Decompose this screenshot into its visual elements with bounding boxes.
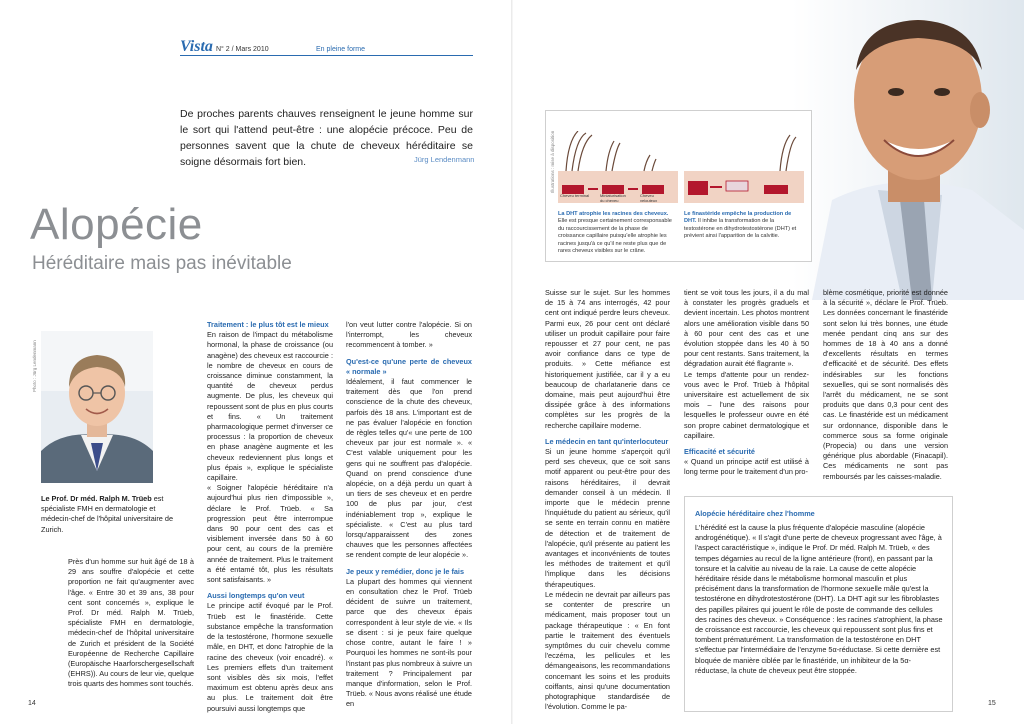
diagram-caption-2: [684, 211, 802, 241]
col3-para-1: l'on veut lutter contre l'alopécie. Si on l'interrompt, les cheveux recommencent à tomber. »: [346, 320, 472, 350]
col4-heading-1: Le médecin en tant qu'interlocuteur: [545, 436, 669, 446]
magazine-logo: Vista: [180, 38, 213, 55]
page-number-right: 15: [988, 700, 996, 707]
finasteride-illustration: [684, 131, 804, 203]
col1-text: Près d'un homme sur huit âgé de 18 à 29 ans souffre d'alopécie et cette proportion ne fait qu'augmenter avec l'âge. « Entre 30 et 39 ans, 38 pour cent sont concernés », explique le Prof. Dr méd. Ralph M. Trüeb, spécialiste FMH en dermatologie, médecin-chef de l'hôpital universitaire de Zurich et président de la Société Européenne de Recherche Capillaire (Europäische Haarforschergesellschaft (EHRS)). Au cours de leur vie, quelque trois quarts des hommes sont touchés.: [68, 557, 194, 689]
issue-label: N° 2 / Mars 2010: [216, 46, 269, 53]
portrait-caption-name: Le Prof. Dr méd. Ralph M. Trüeb: [41, 494, 152, 503]
col3-para-2: Idéalement, il faut commencer le traitement dès que l'on prend conscience de la chute des cheveux, parfois dès 18 ans. L'important est de ne pas évaluer l'alopécie en fonction de règles telles qu'« une perte de 100 cheveux par jour est normale ». « C'est valable uniquement pour les gens qui ne souffrent pas d'alopécie. Quand on prend conscience d'une alopécie, on a déjà perdu un quart à un tiers de ses cheveux et en perdre 100 de plus par jour, c'est indéniablement trop », explique le spécialiste. « C'est au plus tard lorsqu'apparaissent des zones chauves que les personnes affectées se rendent compte de leur alopécie ».: [346, 377, 472, 560]
column-5: [684, 288, 809, 478]
col2-para-2: « Soigner l'alopécie héréditaire n'a aujourd'hui plus rien d'impossible », déclare le Prof. Trüeb. « Sa progression peut être interrompue dans 90 pour cent des cas et visiblement inversée dans 50 à 60 pour cent, au cours de la première année de traitement. Plus le traitement a été entamé tôt, plus les résultats sont satisfaisants. »: [207, 483, 333, 585]
col5-heading-1: Efficacité et sécurité: [684, 447, 755, 457]
article-title: Alopécie: [30, 200, 203, 249]
diagram-label-2: Miniaturisation du cheveu: [600, 193, 626, 203]
column-3: [346, 320, 472, 710]
hero-photo: [792, 0, 1024, 300]
diagram-caption-1: [558, 211, 676, 255]
column-4: [545, 288, 670, 712]
column-1: [68, 557, 194, 690]
col5-para-1: tient se voit tous les jours, il a du mal à constater les progrès graduels et devient incertain. Les photos montrent alors une amélioration visible dans 50 à 60 pour cent des cas et une évolution stoppée dans les 40 à 50 pour cent restants. Sans traitement, la dégradation aurait été flagrante ».: [684, 288, 809, 369]
portrait-caption: [41, 494, 186, 535]
col2-para-1: En raison de l'impact du métabolisme hormonal, la phase de croissance (ou anagène) des cheveux est raccourcie : le nombre de cheveux en cours de croissance diminue constamment, la quantité de cheveux perdus augmente. De plus, les cheveux qui repoussent sont de plus en plus courts et fins. « Un traitement pharmacologique permet d'inverser ce processus : la proportion de cheveux en phase anagène augmente et les cheveux redeviennent plus longs et plus épais », explique le spécialiste capillaire.: [207, 330, 333, 483]
col4-para-2: Si un jeune homme s'aperçoit qu'il perd ses cheveux, que ce soit sans motif apparent ou peut-être pour des raisons héréditaires, il devrait demander conseil à un médecin. Il importe que le médecin prenne l'inquiétude du patient au sérieux, qu'il se sente en terrain connu en matière de détection et de traitement de l'alopécie, qu'il présente au patient les avantages et inconvénients de toutes les méthodes de traitement et qu'il l'implique dans les décisions thérapeutiques.: [545, 447, 670, 589]
diagram-caption-1-title: La DHT atrophie les racines des cheveux.: [558, 211, 669, 217]
column-6: [823, 288, 948, 482]
article-subtitle: Héréditaire mais pas inévitable: [32, 253, 292, 274]
diagram-label-1: Cheveu terminal: [560, 193, 590, 198]
hair-diagram: [545, 110, 812, 262]
portrait-credit: Photo : Jürg Lendenmann: [32, 340, 37, 392]
col5-para-2: Le temps d'attente pour un rendez-vous avec le Prof. Trüeb à l'hôpital universitaire est actuellement de six mois – l'une des raisons pour lesquelles le professeur ouvre en été son propre cabinet dermatologique et capillaire.: [684, 369, 809, 440]
page-number-left: 14: [28, 700, 36, 707]
section-label: En pleine forme: [316, 46, 366, 53]
col3-heading-1: Qu'est-ce qu'une perte de cheveux « normale »: [346, 356, 472, 376]
info-box: [684, 496, 953, 712]
diagram-caption-2-title: Le finastéride empêche la production de DHT.: [684, 211, 792, 225]
portrait-caption-text: est spécialiste FMH en dermatologie et médecin-chef de l'hôpital universitaire de Zurich.: [41, 494, 173, 534]
col3-para-3: La plupart des hommes qui viennent en consultation chez le Prof. Trüeb décident de suivre un traitement, parce que des cheveux épais correspondent à leur style de vie. « Ils se disent : si je peux faire quelque chose contre, autant le faire ! » Pourquoi les hommes ne sont-ils pour l'instant pas plus nombreux à suivre un traitement ? Principalement par manque d'information, selon le Prof. Trüeb. « Nous avons réalisé une étude en: [346, 576, 472, 709]
intro-text: De proches parents chauves renseignent le jeune homme sur le sort qui l'attend peut-être : une alopécie précoce. Peu de personnes savent que la chute de cheveux héréditaire se soigne désormais fort bien.: [180, 108, 473, 168]
info-box-title: Alopécie héréditaire chez l'homme: [695, 509, 815, 518]
page-gutter: [511, 0, 513, 724]
diagram-caption-1-text: Elle est presque certainement corresponsable du raccourcissement de la phase de croissance capillaire puisqu'elle atrophie les racines jusqu'à ce qu'il ne reste plus que de rares cheveux visibles sur le crâne.: [558, 218, 672, 255]
col2-heading-2: Aussi longtemps qu'on veut: [207, 591, 305, 601]
info-box-text: L'hérédité est la cause la plus fréquente d'alopécie masculine (alopécie androgénétique). « Il s'agit d'une perte de cheveux progressant avec l'âge, à l'aspect caractéristique », indique le Prof. Dr méd. Ralph M. Trüeb, « des tempes dégarnies au recul de la ligne antérieure (front), en passant par la tonsure et la calvitie au niveau de la raie. La cause de cette alopécie héréditaire réside dans le métabolisme hormonal masculin et plus précisément dans la transformation de l'hormone sexuelle mâle qu'est la testostérone en dihydrotestostérone (DHT). La DHT agit sur les fibroblastes des papilles pilaires qui jouent le rôle de poste de commande des cellules des racines des cheveux. » Conséquence : les racines s'atrophient, la phase de croissance est raccourcie, les cheveux qui repoussent sont plus fins et tombent prématurément. La transformation de la testostérone en DHT s'effectue par l'intermédiaire de l'enzyme 5α-réductase. Si cette dernière est bloquée de manière ciblée par le finastéride, un inhibiteur de la 5α-réductase, la chute de cheveux peut être stoppée.: [695, 523, 943, 675]
col3-heading-2: Je peux y remédier, donc je le fais: [346, 566, 465, 576]
col6-para-1: blème cosmétique, priorité est donnée à la sécurité », déclare le Prof. Trüeb. Les données concernant le finastéride sont selon lui très bonnes, une étude menée pendant cinq ans sur des hommes de 18 à 40 ans a donné d'excellents résultats en termes d'efficacité et de sécurité. Des effets indésirables sur les fonctions sexuelles, qui se sont normalisés dès l'arrêt du médicament, ne se sont produits que dans 0,3 pour cent des cas. Le finastéride est un médicament sur ordonnance, disponible dans le commerce sous sa forme originale (Propecia) ou dans une version générique plus abordable (Finacapil). Ces médicaments ne sont pas remboursés par les caisses-maladie.: [823, 288, 948, 481]
diagram-label-3: Cheveu velouteux: [640, 193, 658, 203]
col4-para-1: Suisse sur le sujet. Sur les hommes de 15 à 74 ans interrogés, 42 pour cent ont indiqué perdre leurs cheveux. Parmi eux, 26 pour cent ont déclaré utiliser un produit capillaire pour faire repousser et 27 pour cent, ne pas avoir confiance dans ce type de produits. » Cette méfiance est historiquement justifiée, car il y a eu beaucoup de charlatanerie dans ce domaine, mais peut aujourd'hui être dissipée grâce à des informations complètes sur les progrès de la recherche capillaire moderne.: [545, 288, 670, 430]
col2-para-3: Le principe actif évoqué par le Prof. Trüeb est le finastéride. Cette substance empêche la transformation de la testostérone, l'hormone sexuelle mâle, en DHT, et donc l'atrophie de la racine des cheveux (voir encadré). « Les premiers effets d'un traitement sont visibles dès six mois, l'effet maximum est obtenu après deux ans au plus. Le traitement doit être poursuivi aussi longtemps que: [207, 601, 333, 713]
diagram-caption-2-text: Il inhibe la transformation de la testostérone en dihydrotestostérone (DHT) et prévient ainsi l'apparition de la calvitie.: [684, 218, 797, 240]
intro-author: Jürg Lendenmann: [414, 155, 475, 164]
column-2: [207, 320, 333, 714]
header-rule: [180, 55, 473, 56]
col2-heading-1: Traitement : le plus tôt est le mieux: [207, 320, 329, 329]
portrait-photo: [41, 331, 153, 483]
diagram-credit: Illustrations : mise à disposition: [550, 130, 555, 193]
col4-para-3: Le médecin ne devrait par ailleurs pas se contenter de prescrire un médicament, mais proposer tout un package thérapeutique : « En font partie le traitement des éventuels symptômes du cuir chevelu comme l'eczéma, les pellicules et les démangeaisons, les recommandations concernant les soins et les produits coiffants, ainsi qu'une documentation photographique standardisée de l'évolution. Comme le pa-: [545, 589, 670, 712]
col5-para-3: « Quand un principe actif est utilisé à long terme pour le traitement d'un pro-: [684, 457, 809, 477]
